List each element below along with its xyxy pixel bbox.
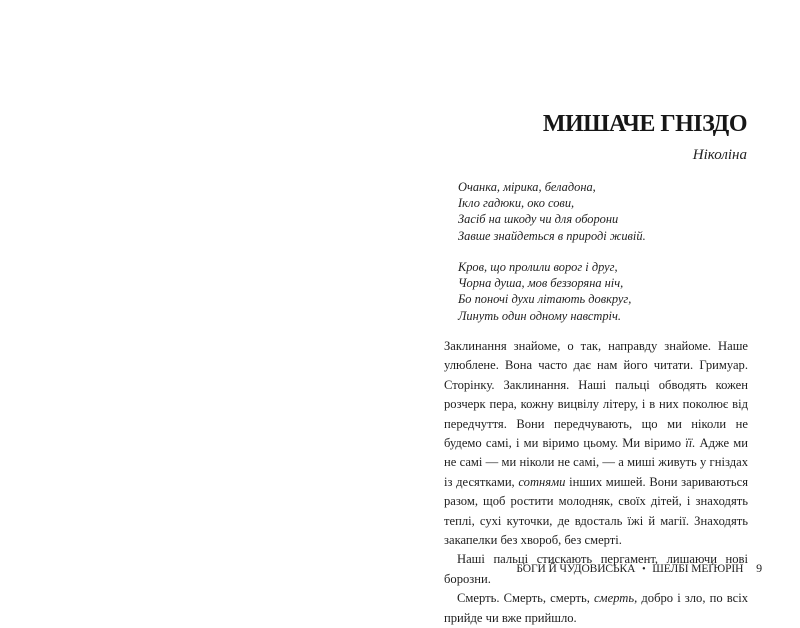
verse-line: Кров, що пролили ворог і друг, [458, 260, 618, 274]
text-run: добро і зло, по всіх прийде чи вже прийшло. [444, 591, 748, 625]
verse-line: Засіб на шкоду чи для оборони [458, 212, 619, 227]
page-number: 9 [756, 561, 762, 575]
verse-line: Чорна душа, мов беззоряна ніч, [458, 276, 624, 291]
text-run: Заклинання знайоме, о так, направду знайоме. Наше улюблене. Вона часто дає нам його читати. Гримуар. Сторінку. Заклинання. Наші пальці обводять кожен розчерк пера, кожну вицвілу літеру, і в них поколює від передчуття. Вони передчувають, що ми ніколи не будемо самі, і ми віримо цьому. Ми віримо [444, 339, 748, 451]
verse-line: Линуть один одному навстріч. [458, 308, 621, 323]
emphasis-text: смерть, [593, 591, 638, 606]
text-run: Наші пальці стискають пергамент, лишаючи нові борозни. [444, 552, 748, 586]
emphasis-text: сотнями [518, 474, 566, 489]
paragraph-1 [444, 337, 748, 550]
verse-stanza-2 [458, 259, 631, 324]
left-page-blank [0, 0, 400, 600]
emphasis-text: її. [685, 436, 696, 451]
verse-line: Бо поночі духи літають довкруг, [458, 292, 632, 307]
verse-line: Очанка, мірика, беладона, [458, 180, 596, 194]
footer-author: ШЕЛБІ МЕҐЮРІН [652, 563, 744, 575]
text-run: Смерть. Смерть, смерть, [457, 591, 594, 606]
text-run: Адже ми не самі — ми ніколи не самі, — а миші живуть у гніздах із десятками, [444, 436, 748, 489]
verse-line: Завше знайдеться в природі живій. [458, 228, 646, 243]
footer-book-title: БОГИ Й ЧУДОВИСЬКА [516, 563, 636, 575]
text-run: інших мишей. Вони зариваються разом, щоб ростити молодняк, своїх дітей, і знаходять теплі, сухі куточки, де вдосталь їжі й магії. Знаходять закапелки без хвороб, без смерті. [444, 474, 748, 548]
verse-stanza-1 [458, 179, 646, 244]
bullet-separator-icon: • [642, 564, 646, 575]
chapter-title: МИШАЧЕ ГНІЗДО [542, 111, 747, 137]
running-footer [516, 561, 762, 576]
right-page [400, 0, 800, 625]
body-text [444, 337, 748, 628]
paragraph-3 [444, 589, 748, 628]
verse-line: Ікло гадюки, око сови, [458, 196, 575, 211]
chapter-pov-character: Ніколіна [692, 147, 747, 163]
